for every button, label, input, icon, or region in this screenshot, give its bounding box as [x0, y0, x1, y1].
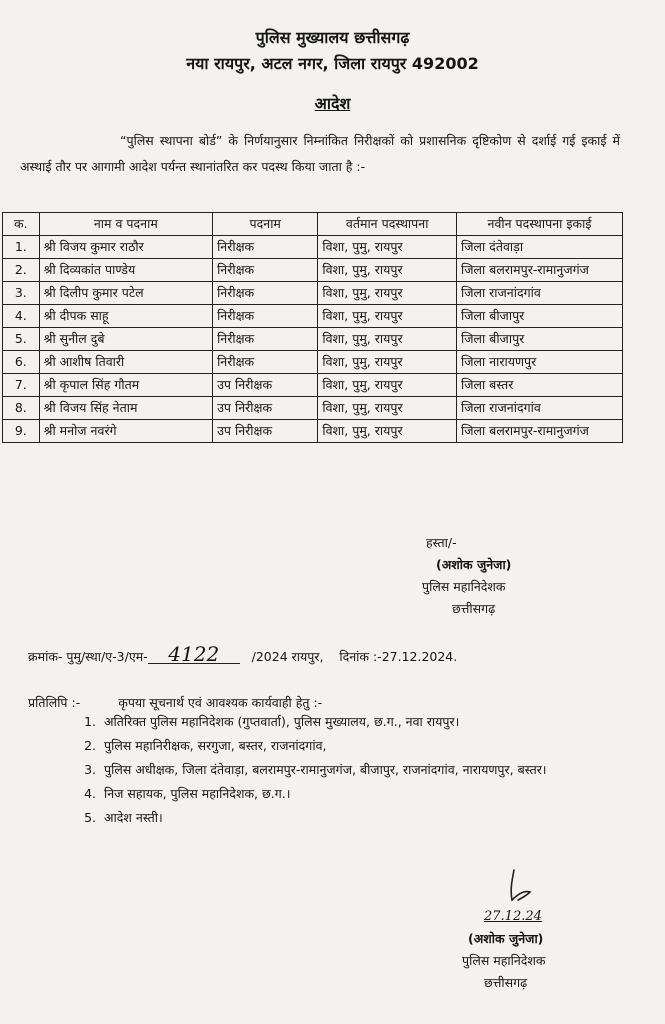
office-address: नया रायपुर, अटल नगर, जिला रायपुर 492002	[186, 54, 479, 73]
copy-list	[80, 710, 630, 830]
cell-name: श्री विजय सिंह नेताम	[39, 397, 212, 420]
list-item: 2. पुलिस महानिरीक्षक, सरगुजा, बस्तर, राजनांदगांव,	[100, 734, 630, 758]
cell-current: विशा, पुमु, रायपुर	[318, 374, 457, 397]
table-row	[3, 374, 623, 397]
cell-current: विशा, पुमु, रायपुर	[318, 236, 457, 259]
list-item: 5. आदेश नस्ती।	[100, 806, 630, 830]
cell-serial: 9.	[3, 420, 40, 443]
table-header-row	[3, 213, 623, 236]
cell-current: विशा, पुमु, रायपुर	[318, 259, 457, 282]
reference-suffix: /2024 रायपुर,	[251, 649, 324, 664]
table-row	[3, 420, 623, 443]
cell-rank: निरीक्षक	[213, 328, 318, 351]
cell-current: विशा, पुमु, रायपुर	[318, 282, 457, 305]
signature-block-secondary	[462, 906, 632, 994]
table-row	[3, 259, 623, 282]
cell-serial: 5.	[3, 328, 40, 351]
cell-serial: 1.	[3, 236, 40, 259]
cell-serial: 7.	[3, 374, 40, 397]
reference-number: 4122	[148, 645, 240, 664]
cell-serial: 8.	[3, 397, 40, 420]
intro-text: “पुलिस स्थापना बोर्ड” के निर्णयानुसार निम्नांकित निरीक्षकों को प्रशासनिक दृष्टिकोण से दर्शाई गई इकाई में अस्थाई तौर पर आगामी आदेश पर्यन्त स्थानांतरित कर पदस्थ किया जाता है :-	[20, 133, 620, 174]
copy-heading	[28, 694, 322, 711]
header-current-posting: वर्तमान पदस्थापना	[318, 213, 457, 236]
cell-current: विशा, पुमु, रायपुर	[318, 328, 457, 351]
header-serial: क.	[3, 213, 40, 236]
cell-rank: निरीक्षक	[213, 236, 318, 259]
signatory-state: छत्तीसगढ़	[452, 601, 496, 616]
table-row	[3, 282, 623, 305]
cell-name: श्री दीपक साहू	[39, 305, 212, 328]
cell-name: श्री कृपाल सिंह गौतम	[39, 374, 212, 397]
signatory-designation: पुलिस महानिदेशक	[462, 953, 546, 968]
table-row	[3, 397, 623, 420]
cell-rank: निरीक्षक	[213, 305, 318, 328]
cell-name: श्री दिव्यकांत पाण्डेय	[39, 259, 212, 282]
list-item: 3. पुलिस अधीक्षक, जिला दंतेवाड़ा, बलरामपुर-रामानुजगंज, बीजापुर, राजनांदगांव, नारायणपुर, बस्तर।	[100, 758, 630, 782]
table-row	[3, 351, 623, 374]
cell-current: विशा, पुमु, रायपुर	[318, 351, 457, 374]
cell-current: विशा, पुमु, रायपुर	[318, 397, 457, 420]
cell-new: जिला नारायणपुर	[456, 351, 622, 374]
signatory-name: (अशोक जुनेजा)	[468, 931, 544, 946]
table-row	[3, 328, 623, 351]
cell-name: श्री मनोज नवरंगे	[39, 420, 212, 443]
cell-serial: 6.	[3, 351, 40, 374]
cell-rank: उप निरीक्षक	[213, 374, 318, 397]
office-name: पुलिस मुख्यालय छत्तीसगढ़	[255, 28, 410, 47]
copy-purpose: कृपया सूचनार्थ एवं आवश्यक कार्यवाही हेतु :-	[118, 695, 323, 710]
table-row	[3, 305, 623, 328]
list-item: 4. निज सहायक, पुलिस महानिदेशक, छ.ग.।	[100, 782, 630, 806]
header-rank: पदनाम	[213, 213, 318, 236]
cell-serial: 3.	[3, 282, 40, 305]
cell-new: जिला बलरामपुर-रामानुजगंज	[456, 259, 622, 282]
transfer-table	[2, 212, 623, 443]
intro-paragraph	[20, 128, 620, 180]
reference-line	[28, 642, 628, 666]
cell-rank: उप निरीक्षक	[213, 397, 318, 420]
signatory-state: छत्तीसगढ़	[484, 975, 528, 990]
cell-name: श्री दिलीप कुमार पटेल	[39, 282, 212, 305]
cell-current: विशा, पुमु, रायपुर	[318, 305, 457, 328]
reference-date: दिनांक :-27.12.2024.	[339, 649, 458, 664]
copy-label: प्रतिलिपि :-	[28, 695, 81, 710]
signature-block-primary	[422, 532, 610, 620]
cell-serial: 4.	[3, 305, 40, 328]
cell-new: जिला बस्तर	[456, 374, 622, 397]
signature-date: 27.12.24	[484, 909, 542, 924]
cell-rank: निरीक्षक	[213, 351, 318, 374]
cell-rank: उप निरीक्षक	[213, 420, 318, 443]
document-title: आदेश	[314, 94, 351, 113]
reference-prefix: क्रमांक- पुमु/स्था/ए-3/एम-	[28, 649, 148, 664]
signatory-name: (अशोक जुनेजा)	[436, 557, 512, 572]
list-item: 1. अतिरिक्त पुलिस महानिदेशक (गुप्तवार्ता), पुलिस मुख्यालय, छ.ग., नवा रायपुर।	[100, 710, 630, 734]
cell-new: जिला राजनांदगांव	[456, 282, 622, 305]
table-row	[3, 236, 623, 259]
handwritten-signature	[500, 866, 550, 906]
header-new-posting: नवीन पदस्थापना इकाई	[456, 213, 622, 236]
cell-rank: निरीक्षक	[213, 259, 318, 282]
cell-name: श्री आशीष तिवारी	[39, 351, 212, 374]
cell-serial: 2.	[3, 259, 40, 282]
cell-new: जिला बीजापुर	[456, 305, 622, 328]
cell-current: विशा, पुमु, रायपुर	[318, 420, 457, 443]
cell-new: जिला राजनांदगांव	[456, 397, 622, 420]
cell-new: जिला बलरामपुर-रामानुजगंज	[456, 420, 622, 443]
cell-rank: निरीक्षक	[213, 282, 318, 305]
cell-new: जिला बीजापुर	[456, 328, 622, 351]
cell-new: जिला दंतेवाड़ा	[456, 236, 622, 259]
cell-name: श्री सुनील दुबे	[39, 328, 212, 351]
cell-name: श्री विजय कुमार राठौर	[39, 236, 212, 259]
signed-mark: हस्ता/-	[426, 535, 457, 550]
signatory-designation: पुलिस महानिदेशक	[422, 579, 506, 594]
header-name: नाम व पदनाम	[39, 213, 212, 236]
